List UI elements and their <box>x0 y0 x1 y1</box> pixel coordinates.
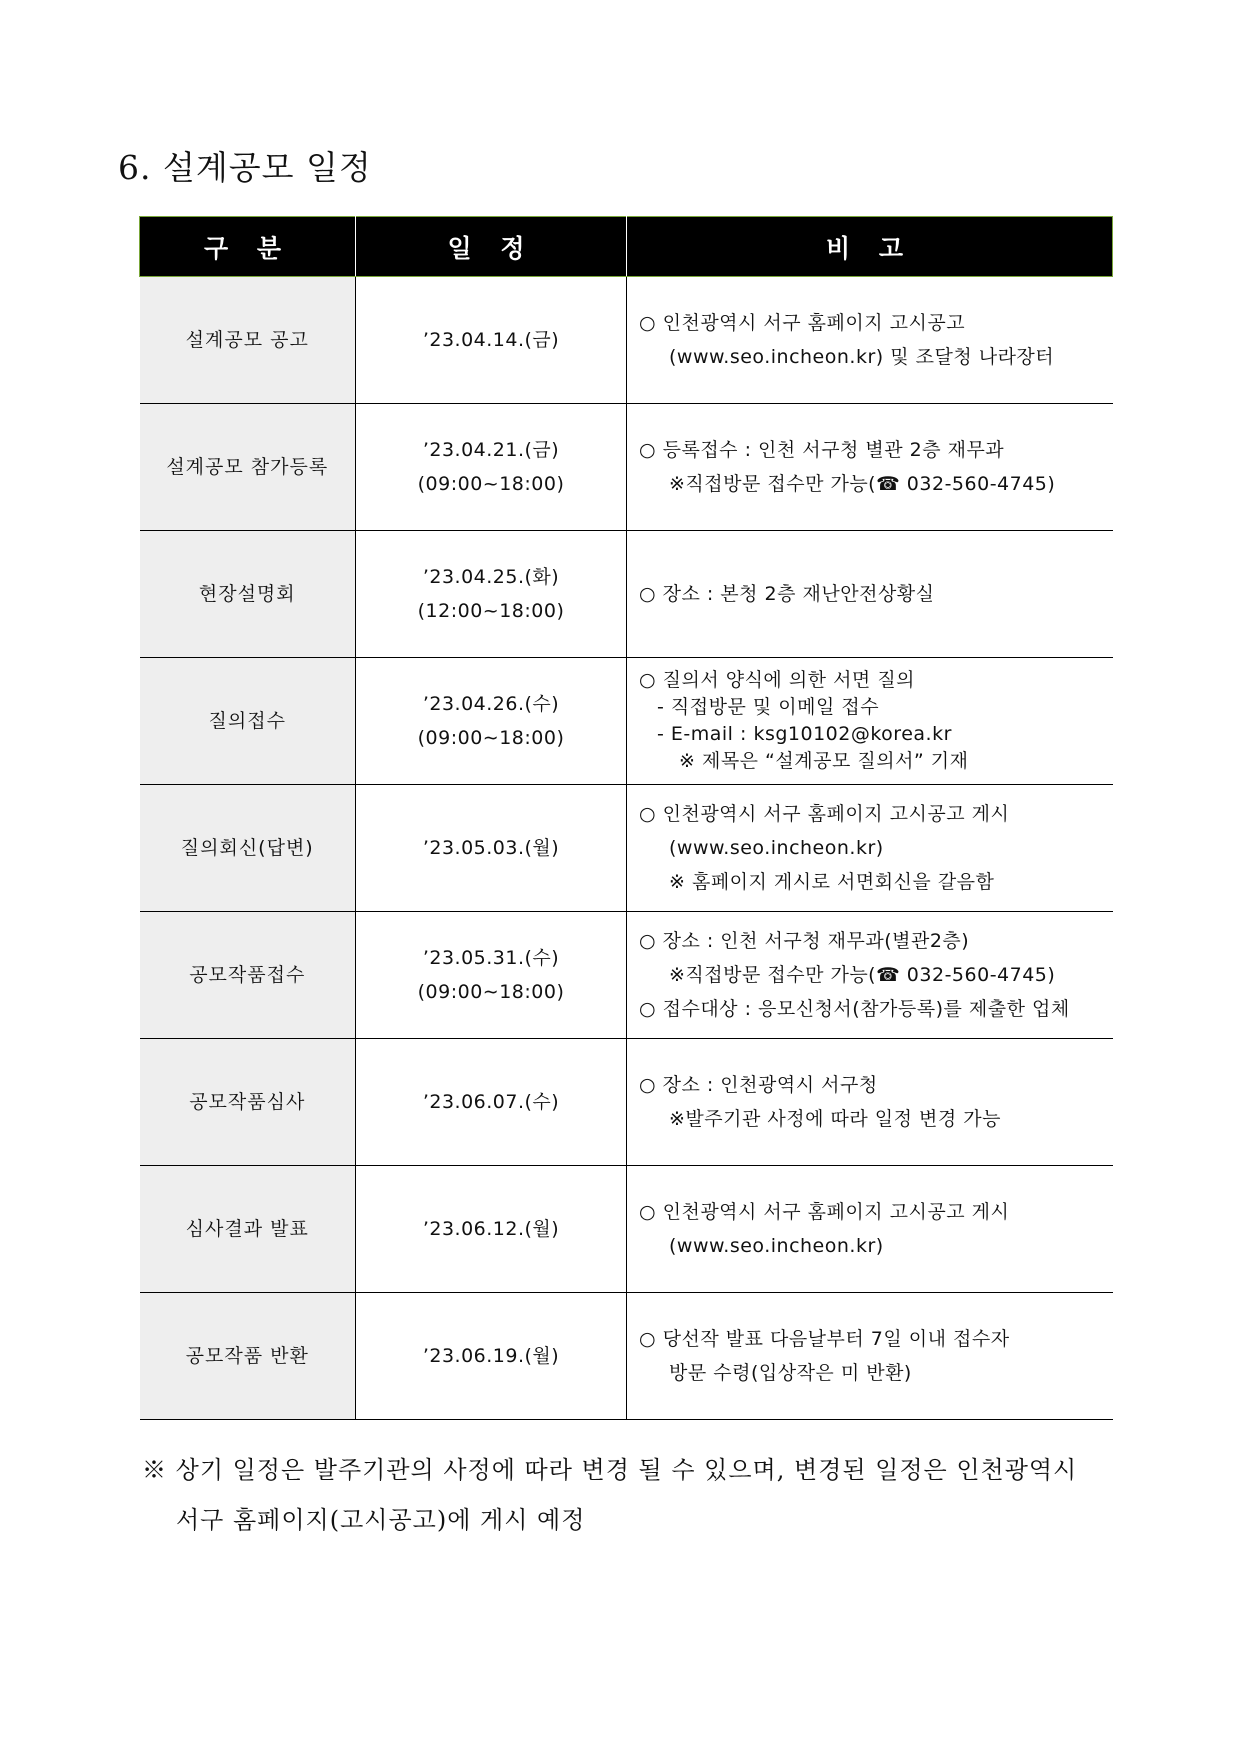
table-row <box>140 785 1113 912</box>
row-date-cell <box>356 912 627 1039</box>
row-remarks-cell <box>627 277 1113 404</box>
table-row <box>140 404 1113 531</box>
row-remark-line: ○ 등록접수 : 인천 서구청 별관 2층 재무과 <box>639 439 1005 461</box>
table-row <box>140 1293 1113 1420</box>
row-remark-line: - 직접방문 및 이메일 접수 <box>657 696 880 718</box>
row-date-cell <box>356 277 627 404</box>
row-time: (09:00~18:00) <box>417 473 565 495</box>
row-remark-line: ○ 인천광역시 서구 홈페이지 고시공고 게시 <box>639 803 1010 825</box>
table-row <box>140 1166 1113 1293</box>
row-remark-line: ○ 장소 : 인천광역시 서구청 <box>639 1074 878 1096</box>
row-date-cell <box>356 1039 627 1166</box>
row-time: (12:00~18:00) <box>417 600 565 622</box>
row-date-cell <box>356 531 627 658</box>
row-remarks-cell <box>627 912 1113 1039</box>
row-remark-line: ※발주기관 사정에 따라 일정 변경 가능 <box>669 1108 1001 1130</box>
row-category: 공모작품접수 <box>140 912 356 1039</box>
row-remark-line: (www.seo.incheon.kr) <box>669 837 884 859</box>
table-row <box>140 1039 1113 1166</box>
row-remarks-cell <box>627 404 1113 531</box>
row-remark-line: ○ 인천광역시 서구 홈페이지 고시공고 <box>639 312 966 334</box>
footnote-line-2: 서구 홈페이지(고시공고)에 게시 예정 <box>176 1506 586 1534</box>
row-category: 설계공모 공고 <box>140 277 356 404</box>
row-category: 공모작품 반환 <box>140 1293 356 1420</box>
row-time: (09:00∼18:00) <box>417 981 565 1003</box>
row-remarks-cell <box>627 1039 1113 1166</box>
row-remark-line: ○ 질의서 양식에 의한 서면 질의 <box>639 669 916 691</box>
row-date-cell <box>356 785 627 912</box>
row-date-cell <box>356 404 627 531</box>
header-remarks: 비 고 <box>627 217 1113 277</box>
footnote-line-1: ※ 상기 일정은 발주기관의 사정에 따라 변경 될 수 있으며, 변경된 일정은 인천광역시 <box>142 1456 1078 1484</box>
header-category: 구 분 <box>140 217 356 277</box>
row-date: ’23.06.07.(수) <box>422 1091 560 1113</box>
row-remark-line: ○ 인천광역시 서구 홈페이지 고시공고 게시 <box>639 1201 1010 1223</box>
table-row <box>140 531 1113 658</box>
table-row <box>140 277 1113 404</box>
row-date: ’23.04.25.(화) <box>422 566 560 588</box>
row-remark-line: ※직접방문 접수만 가능(☎ 032-560-4745) <box>669 473 1056 495</box>
row-category: 질의회신(답변) <box>140 785 356 912</box>
row-date: ’23.04.21.(금) <box>422 439 560 461</box>
row-remark-line: ※ 제목은 “설계공모 질의서” 기재 <box>679 750 969 772</box>
row-category: 심사결과 발표 <box>140 1166 356 1293</box>
row-category: 공모작품심사 <box>140 1039 356 1166</box>
table-body <box>140 277 1113 1420</box>
schedule-table <box>139 216 1113 1420</box>
row-remark-line: ○ 접수대상 : 응모신청서(참가등록)를 제출한 업체 <box>639 998 1070 1020</box>
row-date: ’23.06.12.(월) <box>422 1218 560 1240</box>
row-remarks-cell <box>627 531 1113 658</box>
row-remark-line: ○ 당선작 발표 다음날부터 7일 이내 접수자 <box>639 1328 1010 1350</box>
row-date: ’23.06.19.(월) <box>422 1345 560 1367</box>
row-remark-line: ○ 장소 : 인천 서구청 재무과(별관2층) <box>639 930 970 952</box>
section-title: 6. 설계공모 일정 <box>118 148 372 187</box>
row-date-cell <box>356 1166 627 1293</box>
row-remark-line: (www.seo.incheon.kr) 및 조달청 나라장터 <box>669 346 1055 368</box>
header-schedule: 일 정 <box>356 217 627 277</box>
table-header-row <box>140 217 1113 277</box>
row-remarks-cell <box>627 1293 1113 1420</box>
row-remark-line: 방문 수령(입상작은 미 반환) <box>669 1362 912 1384</box>
row-remark-line: ※직접방문 접수만 가능(☎ 032-560-4745) <box>669 964 1056 986</box>
row-remarks-cell <box>627 658 1113 785</box>
row-date: ’23.05.31.(수) <box>422 947 560 969</box>
row-date-cell <box>356 1293 627 1420</box>
table-row <box>140 912 1113 1039</box>
row-date: ’23.05.03.(월) <box>422 837 560 859</box>
row-category: 설계공모 참가등록 <box>140 404 356 531</box>
row-date-cell <box>356 658 627 785</box>
row-date: ’23.04.26.(수) <box>422 693 560 715</box>
footnote <box>142 1445 1142 1545</box>
row-category: 질의접수 <box>140 658 356 785</box>
row-remark-line: (www.seo.incheon.kr) <box>669 1235 884 1257</box>
row-remark-line: ○ 장소 : 본청 2층 재난안전상황실 <box>639 583 935 605</box>
row-time: (09:00∼18:00) <box>417 727 565 749</box>
row-remark-line: ※ 홈페이지 게시로 서면회신을 갈음함 <box>669 871 995 893</box>
row-date: ’23.04.14.(금) <box>422 329 560 351</box>
row-remarks-cell <box>627 1166 1113 1293</box>
row-remark-line: - E-mail : ksg10102@korea.kr <box>657 723 952 745</box>
row-remarks-cell <box>627 785 1113 912</box>
table-row <box>140 658 1113 785</box>
row-category: 현장설명회 <box>140 531 356 658</box>
